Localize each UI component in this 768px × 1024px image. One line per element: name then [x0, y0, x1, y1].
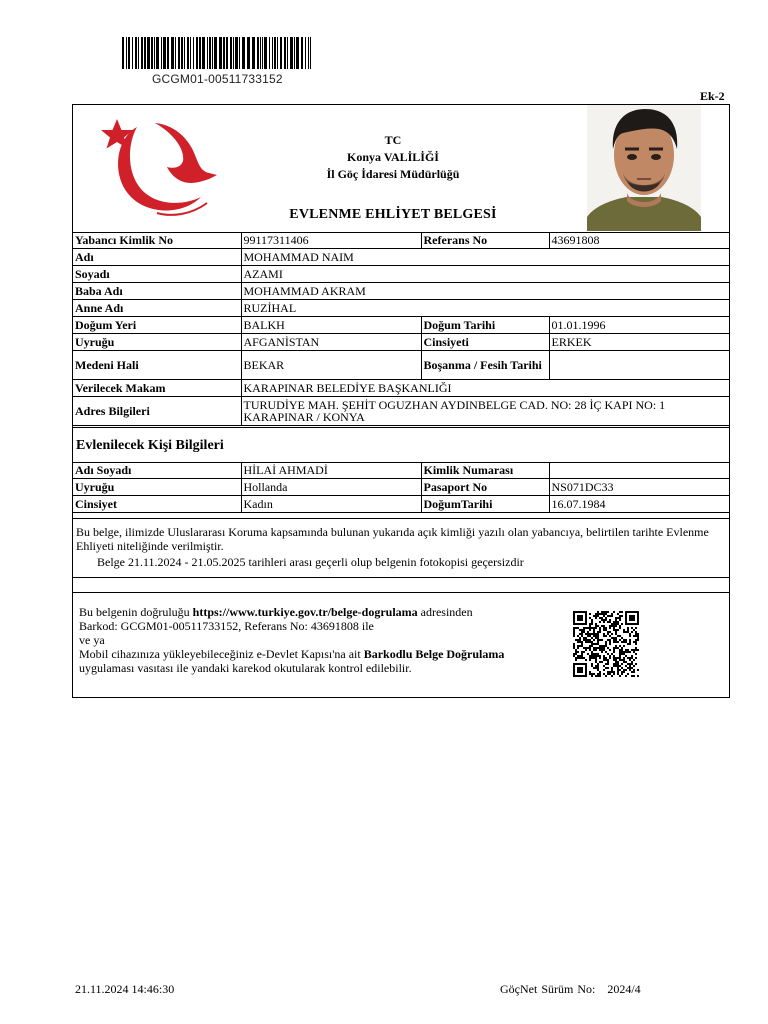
- spouse-birthdate-value: 16.07.1984: [549, 496, 729, 513]
- barcode-text: GCGM01-00511733152: [152, 72, 283, 86]
- field-label: Referans No: [421, 232, 549, 249]
- note-paragraph: Bu belge, ilimizde Uluslararası Koruma kapsamında bulunan yukarıda açık kimliği yazılı olan yabancıya, belirtilen tarihte Evlenme Ehliyeti niteliğinde verilmiştir.: [76, 525, 709, 553]
- marital-status-value: BEKAR: [241, 351, 421, 380]
- document-title: EVLENME EHLİYET BELGESİ: [289, 207, 497, 222]
- field-label: Doğum Yeri: [73, 317, 241, 334]
- table-row: [73, 397, 729, 426]
- certificate-header: [73, 105, 729, 233]
- field-label: Medeni Hali: [73, 351, 241, 380]
- field-label: Boşanma / Fesih Tarihi: [421, 351, 549, 380]
- field-label: DoğumTarihi: [421, 496, 549, 513]
- certificate-frame: [72, 104, 730, 698]
- verify-text: adresinden: [417, 605, 473, 619]
- table-row: [73, 479, 729, 496]
- verify-text: Mobil cihazınıza yükleyebileceğiniz e-Devlet Kapısı'na ait: [79, 647, 364, 661]
- authority-line-2: Konya VALİLİĞİ: [347, 150, 439, 164]
- verification-url-link[interactable]: https://www.turkiye.gov.tr/belge-dogrulama: [192, 605, 418, 619]
- issuing-authority: [293, 132, 493, 183]
- field-label: Uyruğu: [73, 334, 241, 351]
- divorce-date-value: [549, 351, 729, 380]
- spouse-section-header: [73, 427, 729, 463]
- table-row: [73, 266, 729, 283]
- field-label: Adres Bilgileri: [73, 397, 241, 426]
- birthdate-value: 01.01.1996: [549, 317, 729, 334]
- annex-label: Ek-2: [700, 89, 725, 103]
- field-label: Uyruğu: [73, 479, 241, 496]
- table-row: [73, 351, 729, 380]
- field-label: Baba Adı: [73, 283, 241, 300]
- name-value: MOHAMMAD NAIM: [241, 249, 729, 266]
- field-label: Anne Adı: [73, 300, 241, 317]
- applicant-info-table: [73, 232, 729, 426]
- authority-line-1: TC: [384, 133, 402, 147]
- field-label: Cinsiyet: [73, 496, 241, 513]
- spouse-name-value: HİLAİ AHMADİ: [241, 462, 421, 479]
- authority-line-3: İl Göç İdaresi Müdürlüğü: [326, 167, 460, 181]
- birthplace-value: BALKH: [241, 317, 421, 334]
- mother-name-value: RUZİHAL: [241, 300, 729, 317]
- table-row: [73, 462, 729, 479]
- section-title: Evlenilecek Kişi Bilgileri: [76, 438, 224, 453]
- star-crescent-bird-emblem-icon: [97, 117, 223, 217]
- validity-note: [73, 518, 729, 578]
- table-row: [73, 380, 729, 397]
- version-value: 2024/4: [607, 982, 641, 996]
- barcode-icon: [122, 37, 314, 69]
- field-label: Doğum Tarihi: [421, 317, 549, 334]
- field-label: Cinsiyeti: [421, 334, 549, 351]
- divider: [73, 592, 729, 593]
- field-label: Yabancı Kimlik No: [73, 232, 241, 249]
- spouse-info-table: [73, 462, 729, 513]
- print-timestamp: 21.11.2024 14:46:30: [75, 982, 175, 996]
- issuing-office-value: KARAPINAR BELEDİYE BAŞKANLIĞI: [241, 380, 729, 397]
- field-label: Soyadı: [73, 266, 241, 283]
- spouse-id-value: [549, 462, 729, 479]
- foreign-id-value: 99117311406: [241, 232, 421, 249]
- version-info: [500, 982, 641, 997]
- person-photo-icon: [587, 105, 701, 231]
- verification-info: [79, 605, 559, 675]
- field-label: Adı Soyadı: [73, 462, 241, 479]
- qr-code-icon: [573, 611, 639, 677]
- field-label: Kimlik Numarası: [421, 462, 549, 479]
- table-row: [73, 232, 729, 249]
- verify-text: Bu belgenin doğruluğu: [79, 605, 193, 619]
- field-label: Verilecek Makam: [73, 380, 241, 397]
- table-row: [73, 334, 729, 351]
- father-name-value: MOHAMMAD AKRAM: [241, 283, 729, 300]
- spouse-passport-value: NS071DC33: [549, 479, 729, 496]
- verify-text: uygulaması vasıtası ile yandaki karekod okutularak kontrol edilebilir.: [79, 661, 412, 675]
- spouse-nationality-value: Hollanda: [241, 479, 421, 496]
- nationality-value: AFGANİSTAN: [241, 334, 421, 351]
- reference-number-value: 43691808: [549, 232, 729, 249]
- surname-value: AZAMI: [241, 266, 729, 283]
- gender-value: ERKEK: [549, 334, 729, 351]
- table-row: [73, 300, 729, 317]
- table-row: [73, 496, 729, 513]
- table-row: [73, 283, 729, 300]
- version-label: GöçNet Sürüm No:: [500, 982, 596, 996]
- spouse-gender-value: Kadın: [241, 496, 421, 513]
- validity-period-text: Belge 21.11.2024 - 21.05.2025 tarihleri arası geçerli olup belgenin fotokopisi geçersizdir: [97, 555, 524, 569]
- table-row: [73, 317, 729, 334]
- field-label: Adı: [73, 249, 241, 266]
- app-name: Barkodlu Belge Doğrulama: [363, 647, 505, 661]
- table-row: [73, 249, 729, 266]
- address-value: TURUDİYE MAH. ŞEHİT OGUZHAN AYDINBELGE CAD. NO: 28 İÇ KAPI NO: 1 KARAPINAR / KONYA: [241, 397, 729, 426]
- field-label: Pasaport No: [421, 479, 549, 496]
- verify-barcode-line: Barkod: GCGM01-00511733152, Referans No: 43691808 ile: [79, 619, 374, 633]
- verify-text: ve ya: [79, 633, 105, 647]
